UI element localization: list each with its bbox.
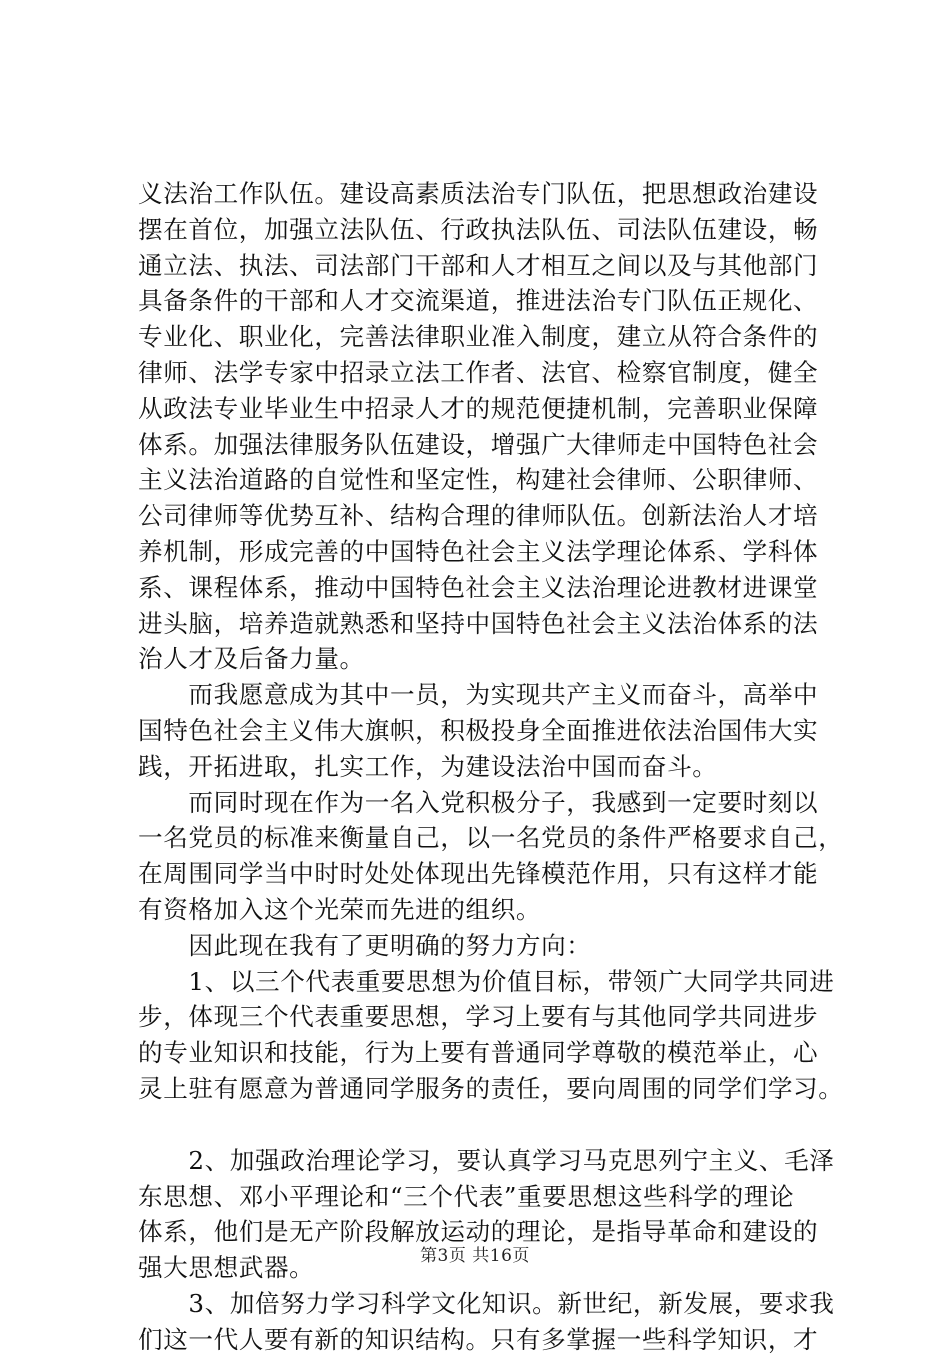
text-line: 而我愿意成为其中一员，为实现共产主义而奋斗，高举中 [138, 680, 819, 710]
text-line: 摆在首位，加强立法队伍、行政执法队伍、司法队伍建设，畅 [138, 214, 819, 244]
text-line: 而同时现在作为一名入党积极分子，我感到一定要时刻以 [138, 787, 819, 817]
paragraph-gap [138, 1107, 858, 1143]
text-line: 体系。加强法律服务队伍建设，增强广大律师走中国特色社会 [138, 429, 819, 459]
text-line: 国特色社会主义伟大旗帜，积极投身全面推进依法治国伟大实 [138, 715, 819, 745]
text-line: 践，开拓进取，扎实工作，为建设法治中国而奋斗。 [138, 751, 718, 781]
text-line: 在周围同学当中时时处处体现出先锋模范作用，只有这样才能 [138, 859, 819, 889]
text-line: 具备条件的干部和人才交流渠道，推进法治专门队伍正规化、 [138, 286, 819, 316]
text-line: 1、以三个代表重要思想为价值目标，带领广大同学共同进 [138, 966, 835, 996]
text-line: 的专业知识和技能，行为上要有普通同学尊敬的模范举止，心 [138, 1038, 819, 1068]
text-line: 专业化、职业化，完善法律职业准入制度，建立从符合条件的 [138, 322, 819, 352]
text-line: 步，体现三个代表重要思想，学习上要有与其他同学共同进步 [138, 1002, 819, 1032]
text-line: 强大思想武器。 [138, 1253, 315, 1283]
text-line: 因此现在我有了更明确的努力方向： [138, 930, 592, 960]
text-line: 治人才及后备力量。 [138, 644, 365, 674]
text-line: 有资格加入这个光荣而先进的组织。 [138, 894, 542, 924]
text-line: 通立法、执法、司法部门干部和人才相互之间以及与其他部门 [138, 250, 819, 280]
text-line: 进头脑，培养造就熟悉和坚持中国特色社会主义法治体系的法 [138, 608, 819, 638]
text-line: 从政法专业毕业生中招录人才的规范便捷机制，完善职业保障 [138, 393, 819, 423]
text-line: 养机制，形成完善的中国特色社会主义法学理论体系、学科体 [138, 536, 819, 566]
text-line: 东思想、邓小平理论和“三个代表”重要思想这些科学的理论 [138, 1181, 795, 1211]
text-line: 2、加强政治理论学习，要认真学习马克思列宁主义、毛泽 [138, 1145, 835, 1175]
text-line: 3、加倍努力学习科学文化知识。新世纪，新发展，要求我 [138, 1288, 835, 1318]
page-number-footer: 第3页 共16页 [420, 1246, 530, 1266]
text-line: 一名党员的标准来衡量自己，以一名党员的条件严格要求自己， [138, 823, 844, 853]
text-line: 义法治工作队伍。建设高素质法治专门队伍，把思想政治建设 [138, 179, 819, 208]
text-line: 主义法治道路的自觉性和坚定性，构建社会律师、公职律师、 [138, 465, 819, 495]
body-text [138, 176, 858, 1358]
text-line: 系、课程体系，推动中国特色社会主义法治理论进教材进课堂 [138, 572, 819, 602]
text-line: 体系，他们是无产阶段解放运动的理论，是指导革命和建设的 [138, 1217, 819, 1247]
text-line: 灵上驻有愿意为普通同学服务的责任，要向周围的同学们学习。 [138, 1073, 844, 1103]
text-line: 公司律师等优势互补、结构合理的律师队伍。创新法治人才培 [138, 501, 819, 531]
text-line: 们这一代人要有新的知识结构。只有多掌握一些科学知识，才 [138, 1324, 819, 1354]
text-line: 律师、法学专家中招录立法工作者、法官、检察官制度，健全 [138, 357, 819, 387]
